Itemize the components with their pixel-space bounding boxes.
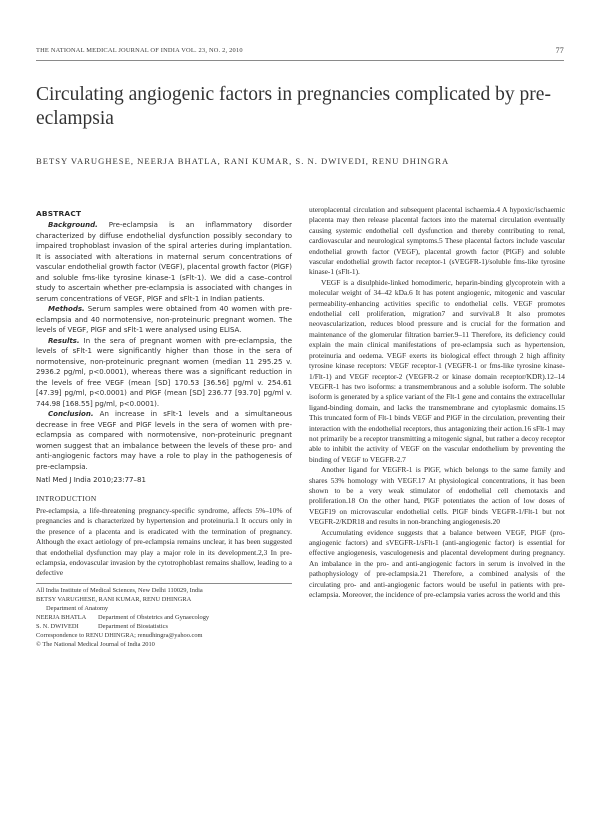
results-text: In the sera of pregnant women with pre-eclampsia, the levels of sFlt-1 were significantly higher than those in the sera of normotensive, non-proteinuric pregnant women (median 11 295.25 v. 2936.2 pg/ml, p<0.0001), whereas there was a significant reduction in the levels of free VEGF (mean [SD] 170.53 [36.56] pg/ml v. 254.61 [47.39] pg/ml, p<0.0001) and PlGF (mean [SD] 236.77 [93.70] pg/ml v. 744.98 [168.55] pg/ml, p<0.0001). (36, 336, 292, 408)
affiliation-institution: All India Institute of Medical Sciences, New Delhi 110029, India (36, 586, 203, 594)
abstract-background (36, 220, 292, 304)
affiliation-rule (36, 583, 292, 584)
affiliation-group-dept: Department of Anatomy (46, 604, 109, 612)
affiliation-row (36, 622, 292, 631)
affiliation-dept: Department of Biostatistics (98, 622, 168, 630)
methods-text: Serum samples were obtained from 40 women with pre-eclampsia and 40 normotensive, non-proteinuric pregnant women. The levels of VEGF, PlGF and sFlt-1 were analysed using ELISA. (36, 305, 292, 334)
methods-label: Methods. (48, 305, 85, 313)
conclusion-label: Conclusion. (48, 410, 94, 418)
body-paragraph: VEGF is a disulphide-linked homodimeric, heparin-binding glycoprotein with a molecular weight of 34–42 kDa.6 It has potent angiogenic, mitogenic and vascular permeability-enhancing activities specific to endothelial cells. VEGF promotes endothelial cell proliferation, migration7 and survival.8 It also promotes neovascularization, reduces blood pressure and is crucial for the formation and maintenance of the glomerular filtration barrier.9–11 Therefore, its deficiency could explain the main clinical manifestations of pre-eclampsia such as hypertension, proteinuria and oedema. VEGF exerts its biological effect through 2 high affinity tyrosine kinase receptors: VEGF receptor-1 (VEGFR-1 or fms-like tyrosine kinase-1/Flt-1) and VEGF receptor-2 (VEGFR-2 or kinase domain receptor/KDR).12–14 VEGFR-1 has two isoforms: a transmembranous and a soluble isoform. The soluble isoform is generated by a splice variant of the Flt-1 gene and contains the extracellular ligand-binding domain, and lacks the transmembrane and cytoplasmic domains.15 This truncated form of Flt-1 binds VEGF and PlGF in the circulation, preventing their interaction with the endothelial receptors, thus antagonizing their action.16 sFlt-1 may not primarily be a receptor transmitting a mitogenic signal, but rather a decoy receptor able to inhibit the activity of VEGF on the vascular endothelium by preventing the binding of VEGF to VEGFR-2.7 (309, 277, 565, 464)
affiliation-group-names: BETSY VARUGHESE, RANI KUMAR, RENU DHINGRA (36, 595, 192, 603)
right-column (309, 205, 565, 600)
author-list: BETSY VARUGHESE, NEERJA BHATLA, RANI KUMAR, S. N. DWIVEDI, RENU DHINGRA (36, 156, 450, 166)
body-paragraph: Another ligand for VEGFR-1 is PlGF, which belongs to the same family and shares 53% homology with VEGF.17 At physiological concentrations, it has been shown to be a very weak stimulator of endothelial cell chemotaxis and proliferation.18 On the other hand, PlGF potentiates the action of low doses of VEGF19 on microvascular endothelial cells. PlGF binds VEGFR-1/Flt-1 but not VEGFR-2/KDR18 and results in non-branching angiogenesis.20 (309, 465, 565, 527)
conclusion-text: An increase in sFlt-1 levels and a simultaneous decrease in free VEGF and PlGF levels in the sera of women with pre-eclampsia as compared with normotensive, non-proteinuric pregnant women suggest that an imbalance between the levels of these pro- and anti-angiogenic factors may have a role to play in the pathogenesis of pre-eclampsia. (36, 410, 292, 471)
introduction-heading: INTRODUCTION (36, 494, 97, 503)
journal-citation: Natl Med J India 2010;23:77–81 (36, 476, 146, 484)
left-column (36, 205, 292, 649)
affiliation-dept: Department of Obstetrics and Gynaecology (98, 613, 210, 621)
abstract-heading: ABSTRACT (36, 209, 82, 218)
header-rule (36, 60, 564, 61)
abstract-results (36, 336, 292, 410)
affiliation-author: S. N. DWIVEDI (36, 622, 79, 630)
journal-name: THE NATIONAL MEDICAL JOURNAL OF INDIA VOL. 23, NO. 2, 2010 (36, 47, 243, 54)
body-paragraph: Accumulating evidence suggests that a balance between VEGF, PlGF (pro-angiogenic factors) and sVEGFR-1/sFlt-1 (anti-angiogenic factor) is essential for effective angiogenesis, vasculogenesis and placental development during pregnancy. An imbalance in the pro- and anti-angiogenic factors in serum is involved in the pathophysiology of pre-eclampsia.21 Therefore, a combined analysis of the circulating pro- and anti-angiogenic factors would be useful in patients with pre-eclampsia. Moreover, the incidence of pre-eclampsia varies across the world and this (309, 527, 565, 600)
abstract-methods (36, 304, 292, 336)
affiliation-row (36, 613, 292, 622)
running-head (36, 47, 564, 59)
abstract-conclusion (36, 409, 292, 472)
introduction-paragraph: Pre-eclampsia, a life-threatening pregnancy-specific syndrome, affects 5%–10% of pregnancies and is characterized by hypertension and proteinuria.1 It occurs only in the presence of a placenta and is eradicated with the termination of pregnancy. Although the exact aetiology of pre-eclampsia remains unclear, it has been suggested that endothelial dysfunction may play a major role in its development.2,3 In pre-eclampsia, endovascular invasion by the cytotrophoblast remains shallow, leading to a defective (36, 506, 292, 578)
copyright-line: © The National Medical Journal of India 2010 (36, 640, 155, 648)
background-text: Pre-eclampsia is an inflammatory disorder characterized by diffuse endothelial dysfunction possibly secondary to impaired trophoblast invasion of the spiral arteries during implantation. It is associated with alterations in maternal serum concentrations of vascular endothelial growth factor (VEGF), placental growth factor (PlGF) and soluble fms-like tyrosine kinase-1 (sFlt-1). We did a case–control study to ascertain whether pre-eclampsia is associated with changes in serum concentrations of VEGF, PlGF and sFlt-1 in Indian patients. (36, 221, 292, 303)
body-paragraph: uteroplacental circulation and subsequent placental ischaemia.4 A hypoxic/ischaemic placenta may then release placental factors into the maternal circulation eventually causing systemic endothelial cell dysfunction and thereby contributing to renal, cardiovascular and neurological symptoms.5 These placental factors include vascular endothelial growth factor (VEGF), placental growth factor (PlGF) and soluble vascular endothelial growth factor receptor-1 (sVEGFR-1)/soluble fms-like tyrosine kinase-1 (sFlt-1). (309, 205, 565, 277)
article-title: Circulating angiogenic factors in pregnancies complicated by pre-eclampsia (36, 84, 551, 129)
background-label: Background. (48, 221, 98, 229)
page-number: 77 (555, 46, 564, 55)
correspondence-line: Correspondence to RENU DHINGRA; renudhingra@yahoo.com (36, 631, 203, 639)
affiliation-author: NEERJA BHATLA (36, 613, 87, 621)
results-label: Results. (48, 336, 80, 345)
